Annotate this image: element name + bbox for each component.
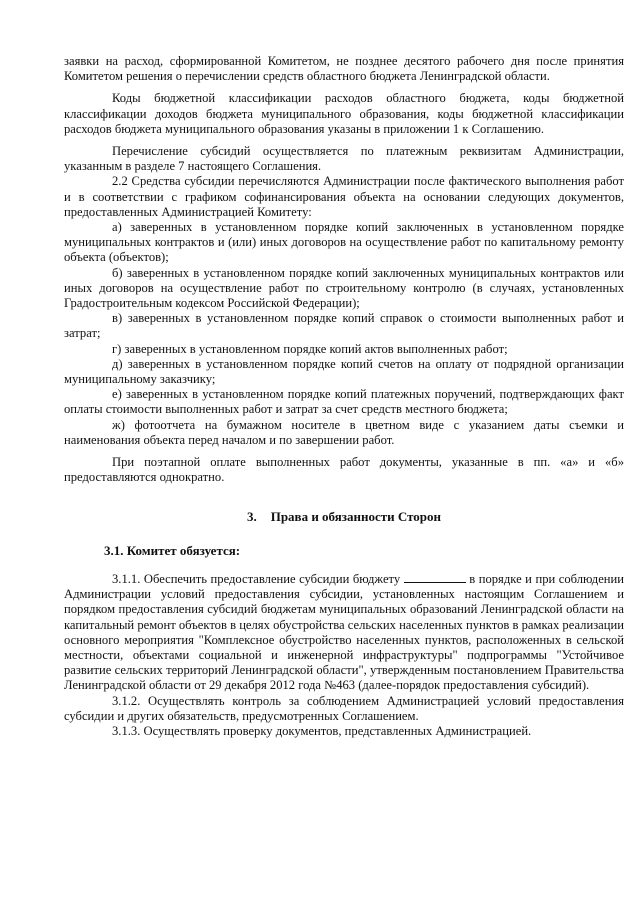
- list-item-v: в) заверенных в установленном порядке копий справок о стоимости выполненных работ и затрат;: [64, 311, 624, 341]
- section-heading: [64, 509, 624, 524]
- clause-3-1-2: 3.1.2. Осуществлять контроль за соблюдением Администрацией условий предоставления субсидии и других обязательств, предусмотренных Соглашением.: [64, 693, 624, 723]
- section-number: 3.: [246, 509, 257, 525]
- list-item-zh: ж) фотоотчета на бумажном носителе в цветном виде с указанием даты съемки и наименования объекта перед началом и по завершении работ.: [64, 417, 624, 447]
- document-body: [64, 54, 624, 739]
- paragraph-budget-codes: Коды бюджетной классификации расходов областного бюджета, коды бюджетной классификации доходов бюджета муниципального образования, коды бюджетной классификации расходов бюджета муниципального образования указаны в приложении 1 к Соглашению.: [64, 91, 624, 136]
- paragraph-continuation: заявки на расход, сформированной Комитетом, не позднее десятого рабочего дня после принятия Комитетом решения о перечислении средств областного бюджета Ленинградской области.: [64, 54, 624, 84]
- list-item-e: е) заверенных в установленном порядке копий платежных поручений, подтверждающих факт оплаты стоимости выполненных работ и затрат за счет средств местного бюджета;: [64, 387, 624, 417]
- list-item-d: д) заверенных в установленном порядке копий счетов на оплату от подрядной организации муниципальному заказчику;: [64, 356, 624, 387]
- paragraph-staged-payment: При поэтапной оплате выполненных работ документы, указанные в пп. «а» и «б» предоставляются однократно.: [64, 455, 624, 485]
- list-item-b: б) заверенных в установленном порядке копий заключенных муниципальных контрактов или иных договоров на осуществление работ по строительному контролю (в случаях, установленных Градостроительным кодексом Российской Федерации);: [64, 265, 624, 311]
- section-title: Права и обязанности Сторон: [270, 509, 442, 525]
- clause-3-1-1: [64, 572, 624, 694]
- list-item-a: а) заверенных в установленном порядке копий заключенных в установленном порядке муниципальных контрактов и (или) иных договоров на осуществление работ по капитальному ремонту объекта (объектов);: [64, 220, 624, 265]
- subsection-heading: 3.1. Комитет обязуется:: [104, 542, 241, 558]
- blank-field: [404, 572, 466, 583]
- list-item-g: г) заверенных в установленном порядке копий актов выполненных работ;: [112, 341, 508, 356]
- clause-3-1-1-start: 3.1.1. Обеспечить предоставление субсидии бюджету: [112, 571, 401, 586]
- clause-3-1-1-rest: в порядке и при соблюдении Администрации условий предоставления субсидии, установленных настоящим Соглашением и порядком предоставления субсидий бюджетам муниципальных образований Ленинградской области на капитальный ремонт объектов в целях обустройства сельских населенных пунктов в рамках реализации основного мероприятия "Комплексное обустройство населенных пунктов, расположенных в сельской местности, объектами социальной и инженерной инфраструктуры" подпрограммы "Устойчивое развитие сельских территорий Ленинградской области", утвержденным постановлением Правительства Ленинградской области от 29 декабря 2012 года №463 (далее-порядок предоставления субсидий).: [64, 571, 625, 693]
- paragraph-payment-details: Перечисление субсидий осуществляется по платежным реквизитам Администрации, указанным в разделе 7 настоящего Соглашения.: [64, 144, 624, 174]
- clause-3-1-3: 3.1.3. Осуществлять проверку документов, представленных Администрацией.: [112, 723, 532, 738]
- clause-2-2: 2.2 Средства субсидии перечисляются Администрации после фактического выполнения работ и в соответствии с графиком софинансирования объекта на основании следующих документов, предоставленных Администрацией Комитету:: [64, 174, 624, 219]
